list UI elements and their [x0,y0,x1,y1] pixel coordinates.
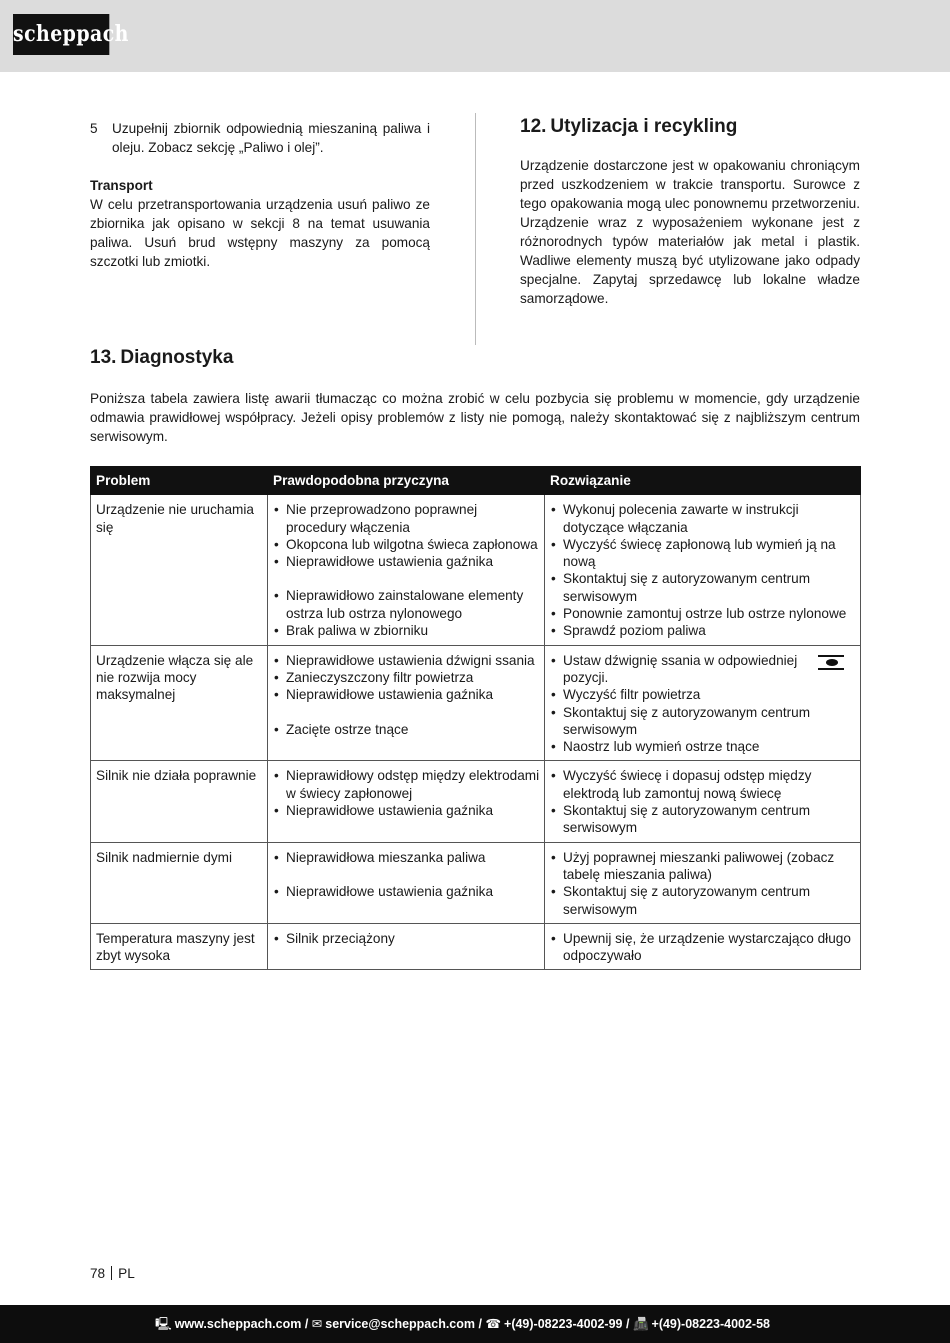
fax-icon: 📠 [632,1317,649,1331]
solution-item: • Skontaktuj się z autoryzowanym centrum serwisowym [550,704,856,739]
cause-item: • Nieprawidłowe ustawienia gaźnika [273,686,540,703]
header-band [0,0,950,72]
solution-item: • Wyczyść świecę zapłonową lub wymień ją na nową [550,536,856,571]
cause-item: • Nieprawidłowy odstęp między elektrodami w świecy zapłonowej [273,767,540,802]
solution-item: • Wyczyść świecę i dopasuj odstęp między elektrodą lub zamontuj nową świecę [550,767,856,802]
table-row [91,842,861,923]
right-column [520,115,860,308]
solution-cell [545,923,861,970]
section-12-number: 12. [520,116,547,137]
step-item [90,119,430,157]
section-13-title: Diagnostyka [120,347,234,368]
cause-cell [268,495,545,645]
table-row [91,645,861,761]
cause-cell [268,923,545,970]
solution-item: • Sprawdź poziom paliwa [550,622,856,639]
cause-item: • Zacięte ostrze tnące [273,721,540,738]
cause-cell [268,645,545,761]
header-solution: Rozwiązanie [545,467,861,495]
phone-icon: ☎ [485,1317,502,1331]
problem-cell: Silnik nie działa poprawnie [91,761,268,842]
page-separator [111,1266,112,1280]
page-language: PL [118,1266,135,1281]
cause-item: • Nieprawidłowe ustawienia dźwigni ssania [273,652,540,669]
solution-cell [545,761,861,842]
diagnostics-table [90,466,861,970]
cause-item: • Nieprawidłowe ustawienia gaźnika [273,883,540,900]
table-header-row [91,467,861,495]
solution-cell [545,842,861,923]
cause-item: • Brak paliwa w zbiorniku [273,622,540,639]
table-row [91,761,861,842]
table-row [91,923,861,970]
solution-text: Ustaw dźwignię ssania w odpowiedniej pozycji. [563,652,798,685]
cause-item: • Nieprawidłowo zainstalowane elementy ostrza lub ostrza nylonowego [273,587,540,622]
table-row [91,495,861,645]
page-number-value: 78 [90,1266,106,1281]
header-problem: Problem [91,467,268,495]
footer-phone: +(49)-08223-4002-99 [504,1317,623,1331]
cause-item: • Nieprawidłowe ustawienia gaźnika [273,802,540,819]
footer-bar [0,1305,950,1343]
cause-item: • Nieprawidłowe ustawienia gaźnika [273,553,540,570]
footer-separator: / [301,1317,312,1331]
footer-separator: / [475,1317,486,1331]
solution-item: • Skontaktuj się z autoryzowanym centrum serwisowym [550,883,856,918]
section-12-heading [520,115,860,139]
cause-item: • Zanieczyszczony filtr powietrza [273,669,540,686]
header-cause: Prawdopodobna przyczyna [268,467,545,495]
solution-item: • Użyj poprawnej mieszanki paliwowej (zobacz tabelę mieszania paliwa) [550,849,856,884]
solution-cell [545,495,861,645]
left-column [90,119,430,271]
footer-email[interactable]: service@scheppach.com [325,1317,476,1331]
cause-cell [268,761,545,842]
problem-cell: Urządzenie włącza się ale nie rozwija mocy maksymalnej [91,645,268,761]
column-divider [475,113,476,345]
problem-cell: Urządzenie nie uruchamia się [91,495,268,645]
choke-lever-icon [818,654,844,670]
solution-item: • Ponownie zamontuj ostrze lub ostrze nylonowe [550,605,856,622]
footer-web[interactable]: www.scheppach.com [174,1317,302,1331]
cause-item: • Nie przeprowadzono poprawnej procedury włączenia [273,501,540,536]
footer-fax: +(49)-08223-4002-58 [651,1317,771,1331]
transport-text: W celu przetransportowania urządzenia usuń paliwo ze zbiornika jak opisano w sekcji 8 na temat usuwania paliwa. Usuń brud wstępny maszyny za pomocą szczotki lub zmiotki. [90,197,430,269]
solution-item [550,652,856,687]
cause-cell [268,842,545,923]
solution-item: • Skontaktuj się z autoryzowanym centrum serwisowym [550,802,856,837]
solution-item: • Wyczyść filtr powietrza [550,686,856,703]
page-number [90,1265,135,1282]
cause-item: • Silnik przeciążony [273,930,540,947]
section-13-heading [90,346,233,370]
solution-item: • Wykonuj polecenia zawarte w instrukcji dotyczące włączania [550,501,856,536]
step-text: Uzupełnij zbiornik odpowiednią mieszaniną paliwa i oleju. Zobacz sekcję „Paliwo i olej”. [112,121,430,155]
cause-item: • Okopcona lub wilgotna świeca zapłonowa [273,536,540,553]
cause-item: • Nieprawidłowa mieszanka paliwa [273,849,540,866]
step-number: 5 [90,121,98,136]
section-12-title: Utylizacja i recykling [550,116,738,137]
section-12-text: Urządzenie dostarczone jest w opakowaniu chroniącym przed uszkodzeniem w trakcie transportu. Surowce z tego opakowania mogą ulec ponownemu przetworzeniu. Urządzenie wraz z wyposażeniem wykonane jest z różnorodnych typów materiałów jak metal i plastik. Wadliwe elementy muszą być utylizowane jako odpady specjalne. Zapytaj sprzedawcę lub lokalne władze samorządowe. [520,158,860,306]
section-13-number: 13. [90,347,117,368]
solution-item: • Naostrz lub wymień ostrze tnące [550,738,856,755]
computer-icon: 🖳 [155,1317,172,1331]
footer-contacts [155,1316,770,1332]
mail-icon: ✉ [311,1317,323,1331]
footer-separator: / [622,1317,633,1331]
problem-cell: Temperatura maszyny jest zbyt wysoka [91,923,268,970]
solution-item: • Skontaktuj się z autoryzowanym centrum serwisowym [550,570,856,605]
solution-item: • Upewnij się, że urządzenie wystarczająco długo odpoczywało [550,930,856,965]
solution-cell [545,645,861,761]
transport-heading: Transport [90,178,153,193]
brand-logo: scheppach [13,14,109,55]
section-13-intro: Poniższa tabela zawiera listę awarii tłumacząc co można zrobić w celu pozbycia się problemu w momencie, gdy urządzenie odmawia prawidłowej współpracy. Jeżeli opisy problemów z listy nie pomogą, należy skontaktować się z najbliższym centrum serwisowym. [90,391,860,444]
problem-cell: Silnik nadmiernie dymi [91,842,268,923]
